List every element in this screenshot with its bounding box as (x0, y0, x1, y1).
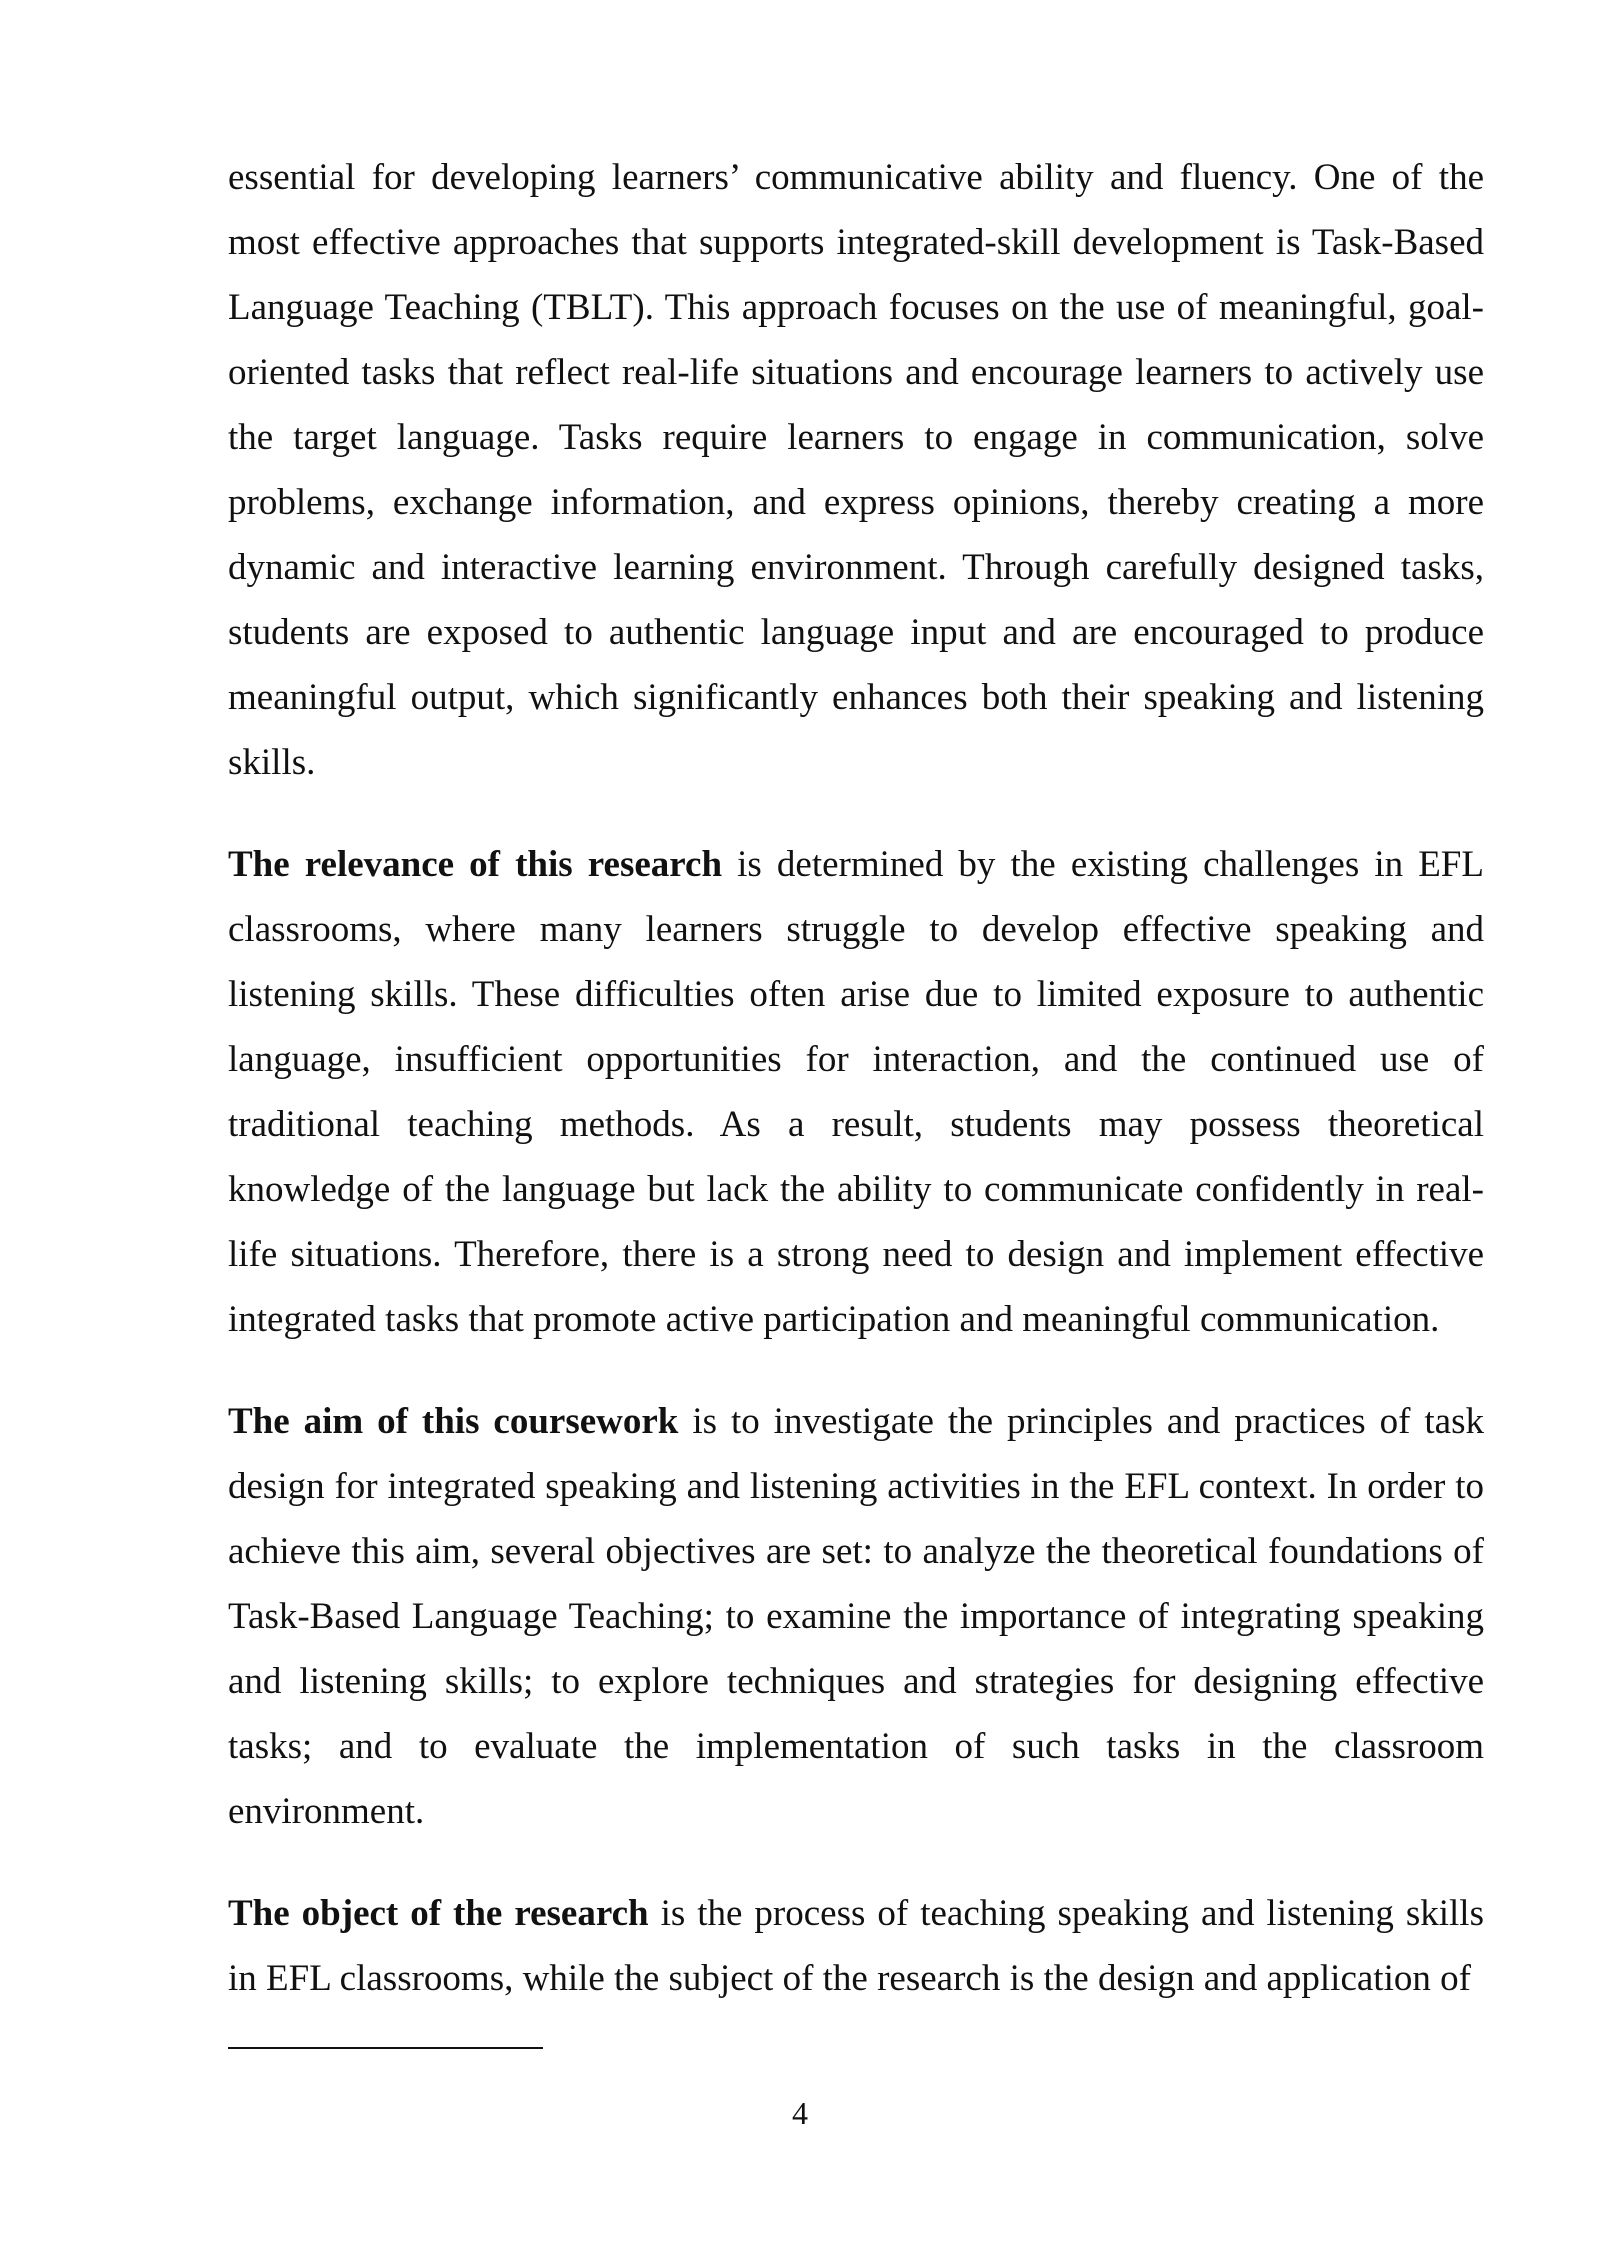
paragraph-aim (228, 1389, 1484, 1844)
paragraph-tblt-intro (228, 145, 1484, 795)
paragraph-text: is the process of teaching speaking and listening skills in EFL classrooms, while the subject of the research is the design and application of (228, 1893, 1484, 1999)
paragraph-relevance (228, 832, 1484, 1352)
body-text (228, 145, 1484, 2048)
paragraph-object (228, 1881, 1484, 2011)
page-number: 4 (792, 2095, 808, 2131)
paragraph-lead: The object of the research (228, 1893, 649, 1934)
paragraph-text: essential for developing learners’ communicative ability and fluency. One of the most effective approaches that supports integrated-skill development is Task-Based Language Teaching (TBLT). This approach focuses on the use of meaningful, goal-oriented tasks that reflect real-life situations and encourage learners to actively use the target language. Tasks require learners to engage in communication, solve problems, exchange information, and express opinions, thereby creating a more dynamic and interactive learning environment. Through carefully designed tasks, students are exposed to authentic language input and are encouraged to produce meaningful output, which significantly enhances both their speaking and listening skills. (228, 157, 1484, 783)
paragraph-text: is to investigate the principles and practices of task design for integrated speaking and listening activities in the EFL context. In order to achieve this aim, several objectives are set: to analyze the theoretical foundations of Task-Based Language Teaching; to examine the importance of integrating speaking and listening skills; to explore techniques and strategies for designing effective tasks; and to evaluate the implementation of such tasks in the classroom environment. (228, 1401, 1484, 1832)
paragraph-lead: The aim of this coursework (228, 1401, 679, 1442)
footnote-separator (228, 2047, 543, 2049)
paragraph-lead: The relevance of this research (228, 844, 723, 885)
paragraph-text: is determined by the existing challenges in EFL classrooms, where many learners struggle to develop effective speaking and listening skills. These difficulties often arise due to limited exposure to authentic language, insufficient opportunities for interaction, and the continued use of traditional teaching methods. As a result, students may possess theoretical knowledge of the language but lack the ability to communicate confidently in real-life situations. Therefore, there is a strong need to design and implement effective integrated tasks that promote active participation and meaningful communication. (228, 844, 1484, 1340)
